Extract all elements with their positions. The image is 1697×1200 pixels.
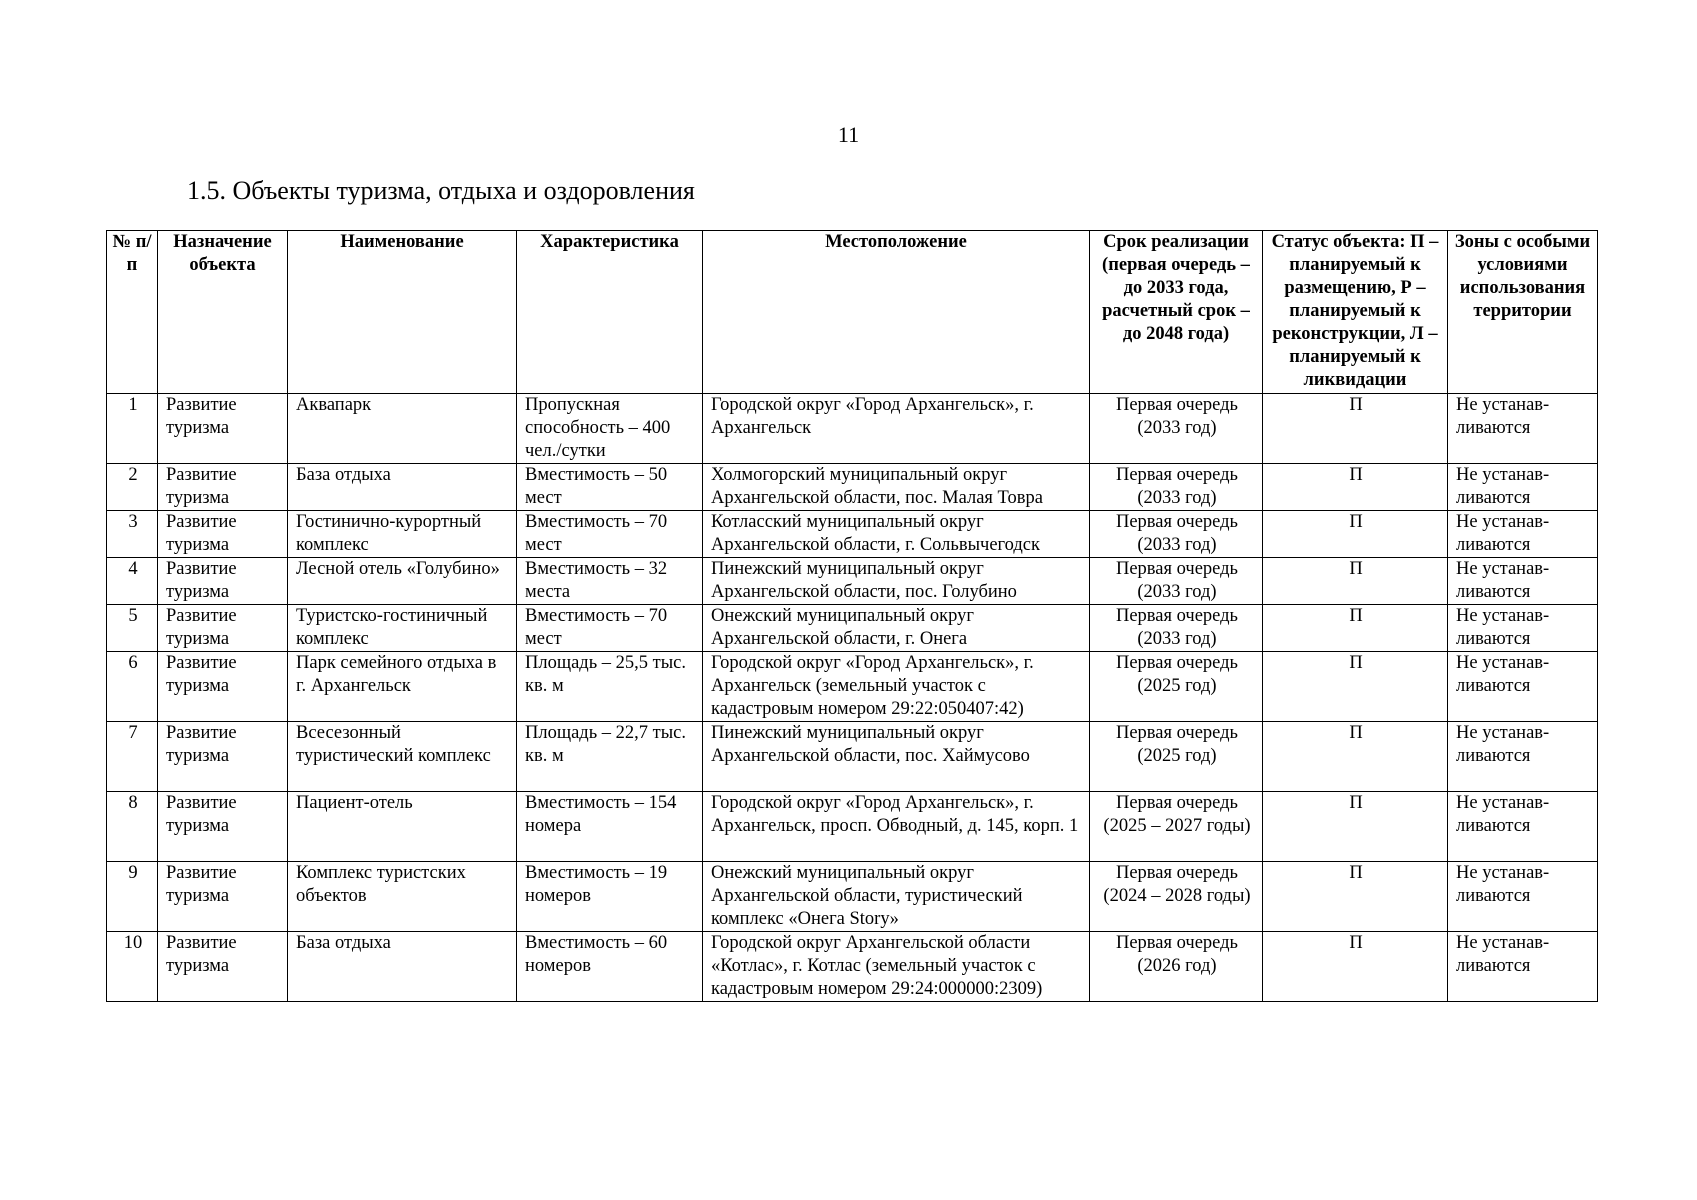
cell-name: Гостинично-курортный комплекс <box>288 511 517 558</box>
cell-term: Первая очередь (2025 год) <box>1090 722 1263 792</box>
table-row <box>107 605 1598 652</box>
cell-name: Лесной отель «Голубино» <box>288 558 517 605</box>
cell-num: 4 <box>107 558 158 605</box>
cell-location: Городской округ «Город Архангельск», г. Архангельск <box>703 394 1090 464</box>
cell-num: 2 <box>107 464 158 511</box>
header-status: Статус объекта: П – планируемый к размещению, Р – планируемый к реконструкции, Л – планируемый к ликвидации <box>1263 231 1448 394</box>
table-row <box>107 722 1598 792</box>
cell-num: 10 <box>107 932 158 1002</box>
cell-term: Первая очередь (2025 год) <box>1090 652 1263 722</box>
cell-zones: Не устанав-ливаются <box>1448 652 1598 722</box>
cell-location: Городской округ «Город Архангельск», г. Архангельск, просп. Обводный, д. 145, корп. 1 <box>703 792 1090 862</box>
cell-zones: Не устанав-ливаются <box>1448 862 1598 932</box>
cell-num: 5 <box>107 605 158 652</box>
cell-characteristic: Вместимость – 19 номеров <box>517 862 703 932</box>
table-header-row <box>107 231 1598 394</box>
cell-term: Первая очередь (2026 год) <box>1090 932 1263 1002</box>
cell-term: Первая очередь (2033 год) <box>1090 394 1263 464</box>
cell-num: 1 <box>107 394 158 464</box>
cell-name: Туристско-гостиничный комплекс <box>288 605 517 652</box>
cell-num: 3 <box>107 511 158 558</box>
cell-status: П <box>1263 558 1448 605</box>
cell-zones: Не устанав-ливаются <box>1448 511 1598 558</box>
cell-characteristic: Вместимость – 154 номера <box>517 792 703 862</box>
header-characteristic: Характеристика <box>517 231 703 394</box>
cell-characteristic: Вместимость – 70 мест <box>517 605 703 652</box>
cell-characteristic: Вместимость – 32 места <box>517 558 703 605</box>
cell-name: База отдыха <box>288 464 517 511</box>
cell-status: П <box>1263 394 1448 464</box>
cell-purpose: Развитие туризма <box>158 652 288 722</box>
cell-purpose: Развитие туризма <box>158 932 288 1002</box>
cell-zones: Не устанав-ливаются <box>1448 722 1598 792</box>
cell-purpose: Развитие туризма <box>158 792 288 862</box>
cell-term: Первая очередь (2025 – 2027 годы) <box>1090 792 1263 862</box>
cell-location: Онежский муниципальный округ Архангельской области, г. Онега <box>703 605 1090 652</box>
header-zones: Зоны с особыми условиями использования территории <box>1448 231 1598 394</box>
cell-purpose: Развитие туризма <box>158 464 288 511</box>
cell-name: Парк семейного отдыха в г. Архангельск <box>288 652 517 722</box>
cell-characteristic: Вместимость – 70 мест <box>517 511 703 558</box>
cell-num: 7 <box>107 722 158 792</box>
cell-purpose: Развитие туризма <box>158 862 288 932</box>
cell-zones: Не устанав-ливаются <box>1448 394 1598 464</box>
cell-characteristic: Вместимость – 50 мест <box>517 464 703 511</box>
cell-characteristic: Пропускная способность – 400 чел./сутки <box>517 394 703 464</box>
cell-zones: Не устанав-ливаются <box>1448 464 1598 511</box>
cell-term: Первая очередь (2033 год) <box>1090 511 1263 558</box>
cell-name: Всесезонный туристический комплекс <box>288 722 517 792</box>
cell-location: Котласский муниципальный округ Архангельской области, г. Сольвычегодск <box>703 511 1090 558</box>
cell-location: Онежский муниципальный округ Архангельской области, туристический комплекс «Онега Story» <box>703 862 1090 932</box>
page-number: 11 <box>837 122 860 147</box>
cell-term: Первая очередь (2024 – 2028 годы) <box>1090 862 1263 932</box>
header-num: № п/п <box>107 231 158 394</box>
cell-purpose: Развитие туризма <box>158 605 288 652</box>
table-row <box>107 558 1598 605</box>
cell-zones: Не устанав-ливаются <box>1448 605 1598 652</box>
table-row <box>107 932 1598 1002</box>
cell-characteristic: Площадь – 22,7 тыс. кв. м <box>517 722 703 792</box>
cell-zones: Не устанав-ливаются <box>1448 558 1598 605</box>
cell-status: П <box>1263 722 1448 792</box>
cell-num: 6 <box>107 652 158 722</box>
cell-name: Пациент-отель <box>288 792 517 862</box>
header-term: Срок реализации (первая очередь – до 2033 года, расчетный срок – до 2048 года) <box>1090 231 1263 394</box>
table-row <box>107 394 1598 464</box>
header-location: Местоположение <box>703 231 1090 394</box>
cell-name: База отдыха <box>288 932 517 1002</box>
cell-status: П <box>1263 792 1448 862</box>
cell-purpose: Развитие туризма <box>158 722 288 792</box>
cell-location: Пинежский муниципальный округ Архангельской области, пос. Голубино <box>703 558 1090 605</box>
cell-characteristic: Площадь – 25,5 тыс. кв. м <box>517 652 703 722</box>
cell-location: Пинежский муниципальный округ Архангельской области, пос. Хаймусово <box>703 722 1090 792</box>
header-name: Наименование <box>288 231 517 394</box>
table-row <box>107 862 1598 932</box>
cell-location: Холмогорский муниципальный округ Архангельской области, пос. Малая Товра <box>703 464 1090 511</box>
cell-term: Первая очередь (2033 год) <box>1090 464 1263 511</box>
cell-status: П <box>1263 932 1448 1002</box>
cell-status: П <box>1263 862 1448 932</box>
cell-zones: Не устанав-ливаются <box>1448 932 1598 1002</box>
table-row <box>107 511 1598 558</box>
cell-num: 8 <box>107 792 158 862</box>
table-row <box>107 464 1598 511</box>
cell-status: П <box>1263 605 1448 652</box>
cell-purpose: Развитие туризма <box>158 558 288 605</box>
cell-zones: Не устанав-ливаются <box>1448 792 1598 862</box>
section-title: 1.5. Объекты туризма, отдыха и оздоровления <box>187 176 695 205</box>
cell-purpose: Развитие туризма <box>158 394 288 464</box>
cell-purpose: Развитие туризма <box>158 511 288 558</box>
header-purpose: Назначение объекта <box>158 231 288 394</box>
cell-location: Городской округ «Город Архангельск», г. Архангельск (земельный участок с кадастровым номером 29:22:050407:42) <box>703 652 1090 722</box>
cell-status: П <box>1263 464 1448 511</box>
cell-term: Первая очередь (2033 год) <box>1090 558 1263 605</box>
cell-characteristic: Вместимость – 60 номеров <box>517 932 703 1002</box>
cell-status: П <box>1263 511 1448 558</box>
cell-num: 9 <box>107 862 158 932</box>
cell-status: П <box>1263 652 1448 722</box>
table-row <box>107 792 1598 862</box>
cell-name: Комплекс туристских объектов <box>288 862 517 932</box>
cell-name: Аквапарк <box>288 394 517 464</box>
cell-term: Первая очередь (2033 год) <box>1090 605 1263 652</box>
tourism-objects-table <box>106 230 1598 1002</box>
cell-location: Городской округ Архангельской области «Котлас», г. Котлас (земельный участок с кадастровым номером 29:24:000000:2309) <box>703 932 1090 1002</box>
table-row <box>107 652 1598 722</box>
